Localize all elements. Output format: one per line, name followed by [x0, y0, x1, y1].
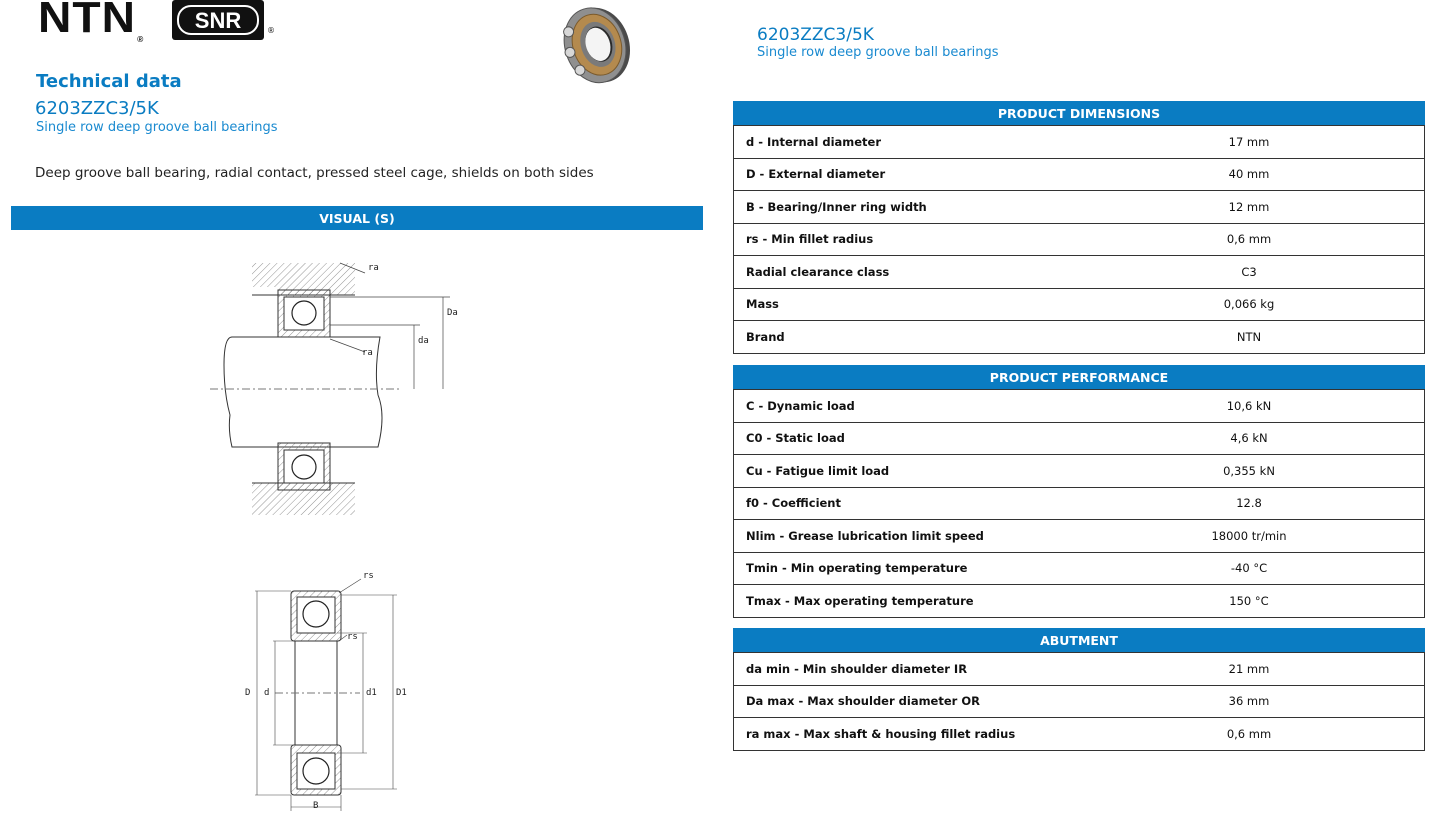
- model-number-right: 6203ZZC3/5K: [757, 25, 874, 45]
- table-row: [734, 422, 1424, 455]
- label-D1: D1: [396, 688, 407, 698]
- table-row: [734, 652, 1424, 685]
- row-label: Tmin - Min operating temperature: [746, 561, 968, 576]
- row-value: 10,6 kN: [1226, 398, 1272, 413]
- row-label: ra max - Max shaft & housing fillet radius: [746, 726, 1016, 741]
- table-row: [734, 158, 1424, 191]
- abutment-header: ABUTMENT: [733, 628, 1425, 652]
- table-row: [734, 487, 1424, 520]
- row-label: Radial clearance class: [746, 264, 890, 279]
- table-row: [734, 255, 1424, 288]
- row-label: B - Bearing/Inner ring width: [746, 199, 927, 214]
- table-row: [734, 454, 1424, 487]
- label-da: da: [418, 336, 429, 346]
- table-row: [734, 552, 1424, 585]
- ntn-logo: [38, 0, 145, 44]
- table-row: [734, 288, 1424, 321]
- table-row: [734, 320, 1424, 353]
- table-row: [734, 190, 1424, 223]
- label-rs-top: rs: [363, 571, 374, 581]
- row-value: 17 mm: [1228, 134, 1270, 149]
- row-value: 21 mm: [1228, 661, 1270, 676]
- model-number: 6203ZZC3/5K: [35, 98, 159, 119]
- snr-logo-text: SNR: [177, 5, 259, 35]
- table-row: [734, 584, 1424, 617]
- registered-mark: ®: [137, 35, 145, 44]
- model-subtitle: Single row deep groove ball bearings: [36, 120, 278, 135]
- row-value: C3: [1241, 264, 1257, 279]
- row-value: 12.8: [1236, 496, 1262, 511]
- row-value: 4,6 kN: [1230, 431, 1268, 446]
- table-row: [734, 717, 1424, 750]
- row-value: -40 °C: [1230, 561, 1268, 576]
- label-ra-top: ra: [368, 263, 379, 273]
- mounting-drawing: [200, 255, 480, 525]
- table-row: [734, 125, 1424, 158]
- row-label: rs - Min fillet radius: [746, 232, 874, 247]
- row-value: 0,6 mm: [1226, 232, 1272, 247]
- technical-data-title: Technical data: [36, 71, 182, 92]
- row-label: da min - Min shoulder diameter IR: [746, 661, 968, 676]
- row-value: 0,066 kg: [1223, 297, 1275, 312]
- label-rs-inner: rs: [347, 632, 358, 642]
- row-label: Cu - Fatigue limit load: [746, 463, 890, 478]
- row-label: Mass: [746, 297, 779, 312]
- label-B: B: [313, 801, 319, 811]
- table-row: [734, 685, 1424, 718]
- product-performance-header: PRODUCT PERFORMANCE: [733, 365, 1425, 389]
- row-value: 18000 tr/min: [1211, 528, 1287, 543]
- abutment-table: [733, 628, 1425, 751]
- product-dimensions-table: [733, 101, 1425, 354]
- product-dimensions-header: PRODUCT DIMENSIONS: [733, 101, 1425, 125]
- row-value: 0,355 kN: [1223, 463, 1275, 478]
- row-label: Brand: [746, 329, 785, 344]
- product-description: Deep groove ball bearing, radial contact, pressed steel cage, shields on both sides: [35, 165, 594, 181]
- table-row: [734, 519, 1424, 552]
- row-label: D - External diameter: [746, 167, 886, 182]
- label-ra-bottom: ra: [362, 348, 373, 358]
- bearing-product-image: [555, 2, 637, 88]
- row-label: d - Internal diameter: [746, 134, 882, 149]
- row-label: Da max - Max shoulder diameter OR: [746, 694, 980, 709]
- table-row: [734, 389, 1424, 422]
- row-value: NTN: [1236, 329, 1262, 344]
- label-d: d: [264, 688, 270, 698]
- model-subtitle-right: Single row deep groove ball bearings: [757, 45, 999, 60]
- row-label: C0 - Static load: [746, 431, 845, 446]
- snr-logo: [172, 0, 264, 40]
- row-value: 12 mm: [1228, 199, 1270, 214]
- row-label: Nlim - Grease lubrication limit speed: [746, 528, 984, 543]
- row-label: C - Dynamic load: [746, 398, 855, 413]
- visual-section-header: VISUAL (S): [11, 206, 703, 230]
- ntn-logo-text: NTN: [38, 0, 137, 42]
- product-performance-table: [733, 365, 1425, 618]
- label-d1: d1: [366, 688, 377, 698]
- row-value: 40 mm: [1228, 167, 1270, 182]
- table-row: [734, 223, 1424, 256]
- row-value: 0,6 mm: [1226, 726, 1272, 741]
- row-value: 36 mm: [1228, 694, 1270, 709]
- label-D: D: [245, 688, 251, 698]
- registered-mark-snr: ®: [267, 26, 275, 35]
- row-value: 150 °C: [1229, 593, 1269, 608]
- label-Da: Da: [447, 308, 458, 318]
- row-label: f0 - Coefficient: [746, 496, 841, 511]
- cross-section-drawing: [235, 565, 435, 813]
- row-label: Tmax - Max operating temperature: [746, 593, 974, 608]
